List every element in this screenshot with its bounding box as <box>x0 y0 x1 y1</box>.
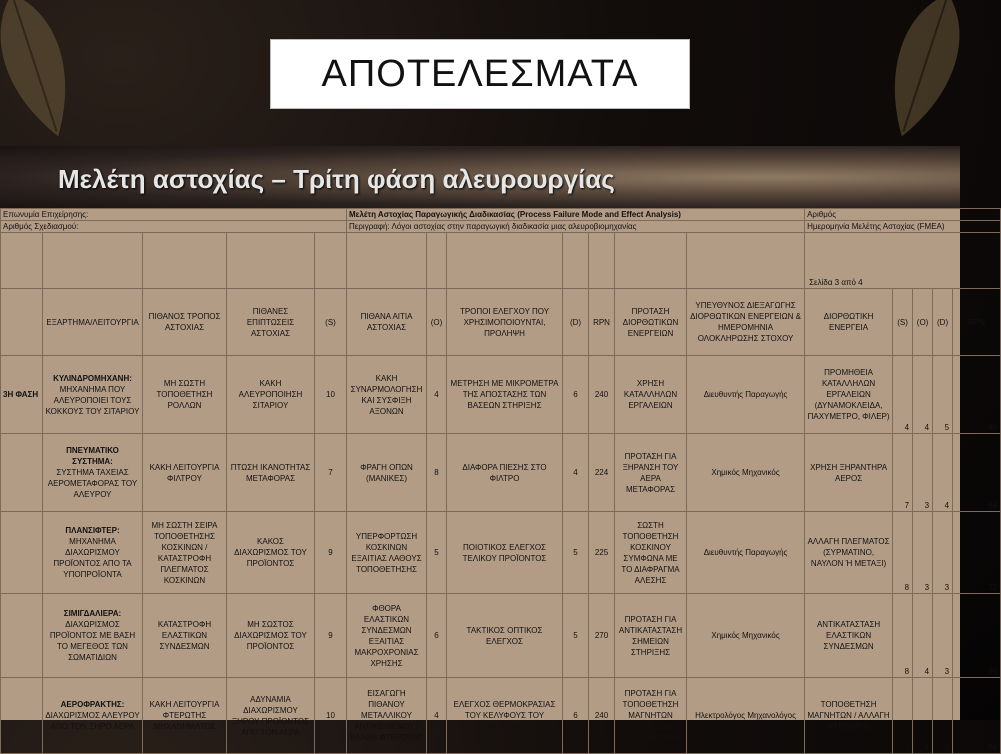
date-label: Ημερομηνία Μελέτης Αστοχίας (FMEA) <box>805 221 1001 233</box>
effect-cell: ΜΗ ΣΩΣΤΟΣ ΔΙΑΧΩΡΙΣΜΟΣ ΤΟΥ ΠΡΟΪΟΝΤΟΣ <box>227 594 315 678</box>
o2-cell: 3 <box>913 434 933 512</box>
d-cell: 4 <box>563 434 589 512</box>
d2-cell: 3 <box>933 678 953 754</box>
col-causes: ΠΙΘΑΝΑ ΑΙΤΙΑ ΑΣΤΟΧΙΑΣ <box>347 289 427 356</box>
effect-cell: ΚΑΚΟΣ ΔΙΑΧΩΡΙΣΜΟΣ ΤΟΥ ΠΡΟΪΟΝΤΟΣ <box>227 512 315 594</box>
col-responsible: ΥΠΕΥΘΥΝΟΣ ΔΙΕΞΑΓΩΓΗΣ ΔΙΟΡΘΩΤΙΚΩΝ ΕΝΕΡΓΕΙΩΝ & ΗΜΕΡΟΜΗΝΙΑ ΟΛΟΚΛΗΡΩΣΗΣ ΣΤΟΧΟΥ <box>687 289 805 356</box>
proposal-cell: ΣΩΣΤΗ ΤΟΠΟΘΕΤΗΣΗ ΚΟΣΚΙΝΟΥ ΣΥΜΦΩΝΑ ΜΕ ΤΟ ΔΙΑΦΡΑΓΜΑ ΑΛΕΣΗΣ <box>615 512 687 594</box>
s-cell: 7 <box>315 434 347 512</box>
title-area <box>0 0 960 148</box>
action-cell: ΠΡΟΜΗΘΕΙΑ ΚΑΤΑΛΛΗΛΩΝ ΕΡΓΑΛΕΙΩΝ (ΔΥΝΑΜΟΚΛΕΙΔΑ, ΠΑΧΥΜΕΤΡΟ, ΦΙΛΕΡ) <box>805 356 893 434</box>
page-indicator: Σελίδα 3 από 4 <box>805 233 1001 289</box>
o2-cell: 4 <box>913 594 933 678</box>
s2-cell: 7 <box>893 678 913 754</box>
s-cell: 10 <box>315 356 347 434</box>
component-name: ΚΥΛΙΝΔΡΟΜΗΧΑΝΗ: <box>53 373 132 383</box>
d2-cell: 4 <box>933 434 953 512</box>
o-cell: 4 <box>427 678 447 754</box>
table-row <box>1 678 1001 754</box>
mode-cell: ΜΗ ΣΩΣΤΗ ΣΕΙΡΑ ΤΟΠΟΘΕΤΗΣΗΣ ΚΟΣΚΙΝΩΝ / ΚΑΤΑΣΤΡΟΦΗ ΠΛΕΓΜΑΤΟΣ ΚΟΣΚΙΝΩΝ <box>143 512 227 594</box>
col-s2: (S) <box>893 289 913 356</box>
component-desc: ΔΙΑΧΩΡΙΣΜΟΣ ΑΛΕΥΡΟΥ ΑΠΟ ΤΟΝ ΞΗΡΟ ΑΕΡΑ <box>45 711 140 731</box>
action-cell: ΤΟΠΟΘΕΤΗΣΗ ΜΑΓΝΗΤΩΝ / ΑΛΛΑΓΗ ΦΤΕΡΩΤΗΣ <box>805 678 893 754</box>
col-effects: ΠΙΘΑΝΕΣ ΕΠΙΠΤΩΣΕΙΣ ΑΣΤΟΧΙΑΣ <box>227 289 315 356</box>
rpn-cell: 225 <box>589 512 615 594</box>
component-name: ΠΛΑΝΣΙΦΤΕΡ: <box>65 526 120 535</box>
responsible-cell: Ηλεκτρολόγος Μηχανολόγος <box>687 678 805 754</box>
effect-cell: ΑΔΥΝΑΜΙΑ ΔΙΑΧΩΡΙΣΜΟΥ ΞΗΡΟΥ ΠΡΟΪΟΝΤΟΣ ΑΠΟ ΤΟΝ ΑΕΡΑ <box>227 678 315 754</box>
rpn2-cell: 80 <box>953 356 1001 434</box>
slide-title: ΑΠΟΤΕΛΕΣΜΑΤΑ <box>270 39 690 109</box>
effect-cell: ΠΤΩΣΗ ΙΚΑΝΟΤΗΤΑΣ ΜΕΤΑΦΟΡΑΣ <box>227 434 315 512</box>
mode-cell: ΚΑΤΑΣΤΡΟΦΗ ΕΛΑΣΤΙΚΩΝ ΣΥΝΔΕΣΜΩΝ <box>143 594 227 678</box>
rpn2-cell: 72 <box>953 512 1001 594</box>
number-label: Αριθμός <box>805 209 1001 221</box>
s2-cell: 8 <box>893 594 913 678</box>
rpn-cell: 224 <box>589 434 615 512</box>
component-name: ΑΕΡΟΦΡΑΚΤΗΣ: <box>60 700 125 709</box>
control-cell: ΤΑΚΤΙΚΟΣ ΟΠΤΙΚΟΣ ΕΛΕΓΧΟΣ <box>447 594 563 678</box>
d-cell: 5 <box>563 512 589 594</box>
o-cell: 5 <box>427 512 447 594</box>
s-cell: 10 <box>315 678 347 754</box>
table-row <box>1 356 1001 434</box>
component-cell <box>43 678 143 754</box>
column-headers <box>1 289 1001 356</box>
mode-cell: ΜΗ ΣΩΣΤΗ ΤΟΠΟΘΕΤΗΣΗ ΡΟΛΛΩΝ <box>143 356 227 434</box>
study-title: Μελέτη Αστοχίας Παραγωγικής Διαδικασίας (Process Failure Mode and Effect Analysis) <box>347 209 805 221</box>
col-failure-mode: ΠΙΘΑΝΟΣ ΤΡΟΠΟΣ ΑΣΤΟΧΙΑΣ <box>143 289 227 356</box>
company-label: Επωνυμία Επιχείρησης: <box>1 209 347 221</box>
mode-cell: ΚΑΚΗ ΛΕΙΤΟΥΡΓΙΑ ΦΙΛΤΡΟΥ <box>143 434 227 512</box>
responsible-cell: Χημικός Μηχανικός <box>687 594 805 678</box>
cause-cell: ΦΘΟΡΑ ΕΛΑΣΤΙΚΩΝ ΣΥΝΔΕΣΜΩΝ ΕΞΑΙΤΙΑΣ ΜΑΚΡΟΧΡΟΝΙΑΣ ΧΡΗΣΗΣ <box>347 594 427 678</box>
table-row <box>1 434 1001 512</box>
rpn-cell: 270 <box>589 594 615 678</box>
s-cell: 9 <box>315 512 347 594</box>
rpn-cell: 240 <box>589 678 615 754</box>
s2-cell: 4 <box>893 356 913 434</box>
rpn2-cell: 84 <box>953 434 1001 512</box>
s-cell: 9 <box>315 594 347 678</box>
phase-label: 3Η ΦΑΣΗ <box>1 356 43 434</box>
component-desc: ΜΗΧΑΝΗΜΑ ΠΟΥ ΑΛΕΥΡΟΠΟΙΕΙ ΤΟΥΣ ΚΟΚΚΟΥΣ ΤΟΥ ΣΙΤΑΡΙΟΥ <box>45 384 140 416</box>
component-name: ΠΝΕΥΜΑΤΙΚΟ ΣΥΣΤΗΜΑ: <box>66 446 119 466</box>
control-cell: ΕΛΕΓΧΟΣ ΘΕΡΜΟΚΡΑΣΙΑΣ ΤΟΥ ΚΕΛΥΦΟΥΣ ΤΟΥ ΑΕΡΟΦΡΑΚΤΗ <box>447 678 563 754</box>
s2-cell: 8 <box>893 512 913 594</box>
proposal-cell: ΧΡΗΣΗ ΚΑΤΑΛΛΗΛΩΝ ΕΡΓΑΛΕΙΩΝ <box>615 356 687 434</box>
responsible-cell: Διευθυντής Παραγωγής <box>687 512 805 594</box>
rpn-cell: 240 <box>589 356 615 434</box>
form-row-1 <box>1 209 1001 221</box>
fmea-sheet <box>0 208 998 752</box>
responsible-cell: Διευθυντής Παραγωγής <box>687 356 805 434</box>
proposal-cell: ΠΡΟΤΑΣΗ ΓΙΑ ΤΟΠΟΘΕΤΗΣΗ ΜΑΓΝΗΤΩΝ ΣΤΗΝ ΕΙΣΟΔΟ ΤΗΣ ΦΤΕΡΩΤΗΣ <box>615 678 687 754</box>
d-cell: 5 <box>563 594 589 678</box>
component-desc: ΔΙΑΧΩΡΙΣΜΟΣ ΠΡΟΪΟΝΤΟΣ ΜΕ ΒΑΣΗ ΤΟ ΜΕΓΕΘΟΣ ΤΩΝ ΣΩΜΑΤΙΔΙΩΝ <box>49 620 136 662</box>
mode-cell: ΚΑΚΗ ΛΕΙΤΟΥΡΓΙΑ ΦΤΕΡΩΤΗΣ ΜΗΧΑΝΗΜΑΤΟΣ <box>143 678 227 754</box>
rpn2-cell: 96 <box>953 594 1001 678</box>
cause-cell: ΚΑΚΗ ΣΥΝΑΡΜΟΛΟΓΗΣΗ ΚΑΙ ΣΥΣΦΙΞΗ ΑΞΟΝΩΝ <box>347 356 427 434</box>
fmea-table <box>0 208 1001 754</box>
col-action: ΔΙΟΡΘΩΤΙΚΗ ΕΝΕΡΓΕΙΑ <box>805 289 893 356</box>
form-row-2 <box>1 221 1001 233</box>
table-row <box>1 512 1001 594</box>
col-d: (D) <box>563 289 589 356</box>
component-cell <box>43 594 143 678</box>
d-cell: 6 <box>563 678 589 754</box>
o2-cell: 3 <box>913 512 933 594</box>
d2-cell: 5 <box>933 356 953 434</box>
d2-cell: 3 <box>933 512 953 594</box>
col-proposal: ΠΡΟΤΑΣΗ ΔΙΟΡΘΩΤΙΚΩΝ ΕΝΕΡΓΕΙΩΝ <box>615 289 687 356</box>
control-cell: ΠΟΙΟΤΙΚΟΣ ΕΛΕΓΧΟΣ ΤΕΛΙΚΟΥ ΠΡΟΪΟΝΤΟΣ <box>447 512 563 594</box>
s2-cell: 7 <box>893 434 913 512</box>
d-cell: 6 <box>563 356 589 434</box>
design-label: Αριθμός Σχεδιασμού: <box>1 221 347 233</box>
col-o: (O) <box>427 289 447 356</box>
col-d2: (D) <box>933 289 953 356</box>
col-rpn: RPN <box>589 289 615 356</box>
cause-cell: ΦΡΑΓΗ ΟΠΩΝ (ΜΑΝΙΚΕΣ) <box>347 434 427 512</box>
description: Περιγραφή: Λόγοι αστοχίας στην παραγωγική διαδικασία μιας αλευροβιομηχανίας <box>347 221 805 233</box>
action-cell: ΑΛΛΑΓΗ ΠΛΕΓΜΑΤΟΣ (ΣΥΡΜΑΤΙΝΟ, ΝΑΥΛΟΝ Ή ΜΕΤΑΞΙ) <box>805 512 893 594</box>
table-row <box>1 594 1001 678</box>
o2-cell: 4 <box>913 356 933 434</box>
col-o2: (O) <box>913 289 933 356</box>
responsible-cell: Χημικός Μηχανικός <box>687 434 805 512</box>
component-cell <box>43 512 143 594</box>
o-cell: 8 <box>427 434 447 512</box>
col-controls: ΤΡΟΠΟΙ ΕΛΕΓΧΟΥ ΠΟΥ ΧΡΗΣΙΜΟΠΟΙΟΥΝΤΑΙ, ΠΡΟΛΗΨΗ <box>447 289 563 356</box>
component-cell <box>43 356 143 434</box>
slide-subtitle: Μελέτη αστοχίας – Τρίτη φάση αλευρουργίας <box>58 164 615 194</box>
cause-cell: ΕΙΣΑΓΩΓΗ ΠΙΘΑΝΟΥ ΜΕΤΑΛΛΙΚΟΥ ΑΝΤΙΚΕΙΜΕΝΟΥ / ΒΛΑΒΗ ΦΤΕΡΩΤΗΣ <box>347 678 427 754</box>
control-cell: ΜΕΤΡΗΣΗ ΜΕ ΜΙΚΡΟΜΕΤΡΑ ΤΗΣ ΑΠΟΣΤΑΣΗΣ ΤΩΝ ΒΑΣΕΩΝ ΣΤΗΡΙΞΗΣ <box>447 356 563 434</box>
col-rpn2: RPN <box>953 289 1001 356</box>
col-s: (S) <box>315 289 347 356</box>
col-component: ΕΞΑΡΤΗΜΑ/ΛΕΙΤΟΥΡΓΙΑ <box>43 289 143 356</box>
effect-cell: ΚΑΚΗ ΑΛΕΥΡΟΠΟΙΗΣΗ ΣΙΤΑΡΙΟΥ <box>227 356 315 434</box>
page-row <box>1 233 1001 289</box>
cause-cell: ΥΠΕΡΦΟΡΤΩΣΗ ΚΟΣΚΙΝΩΝ ΕΞΑΙΤΙΑΣ ΛΑΘΟΥΣ ΤΟΠΟΘΕΤΗΣΗΣ <box>347 512 427 594</box>
rpn2-cell: 84 <box>953 678 1001 754</box>
control-cell: ΔΙΑΦΟΡΑ ΠΙΕΣΗΣ ΣΤΟ ΦΙΛΤΡΟ <box>447 434 563 512</box>
component-name: ΣΙΜΙΓΔΑΛΙΕΡΑ: <box>63 609 122 618</box>
d2-cell: 3 <box>933 594 953 678</box>
component-desc: ΣΥΣΤΗΜΑ ΤΑΧΕΙΑΣ ΑΕΡΟΜΕΤΑΦΟΡΑΣ ΤΟΥ ΑΛΕΥΡΟΥ <box>47 468 138 499</box>
action-cell: ΑΝΤΙΚΑΤΑΣΤΑΣΗ ΕΛΑΣΤΙΚΩΝ ΣΥΝΔΕΣΜΩΝ <box>805 594 893 678</box>
proposal-cell: ΠΡΟΤΑΣΗ ΓΙΑ ΑΝΤΙΚΑΤΑΣΤΑΣΗ ΣΗΜΕΙΩΝ ΣΤΗΡΙΞΗΣ <box>615 594 687 678</box>
o-cell: 6 <box>427 594 447 678</box>
o-cell: 4 <box>427 356 447 434</box>
component-cell <box>43 434 143 512</box>
o2-cell: 4 <box>913 678 933 754</box>
action-cell: ΧΡΗΣΗ ΞΗΡΑΝΤΗΡΑ ΑΕΡΟΣ <box>805 434 893 512</box>
component-desc: ΜΗΧΑΝΗΜΑ ΔΙΑΧΩΡΙΣΜΟΥ ΠΡΟΪΟΝΤΟΣ ΑΠΟ ΤΑ ΥΠΟΠΡΟΪΟΝΤΑ <box>53 537 132 579</box>
proposal-cell: ΠΡΟΤΑΣΗ ΓΙΑ ΞΗΡΑΝΣΗ ΤΟΥ ΑΕΡΑ ΜΕΤΑΦΟΡΑΣ <box>615 434 687 512</box>
